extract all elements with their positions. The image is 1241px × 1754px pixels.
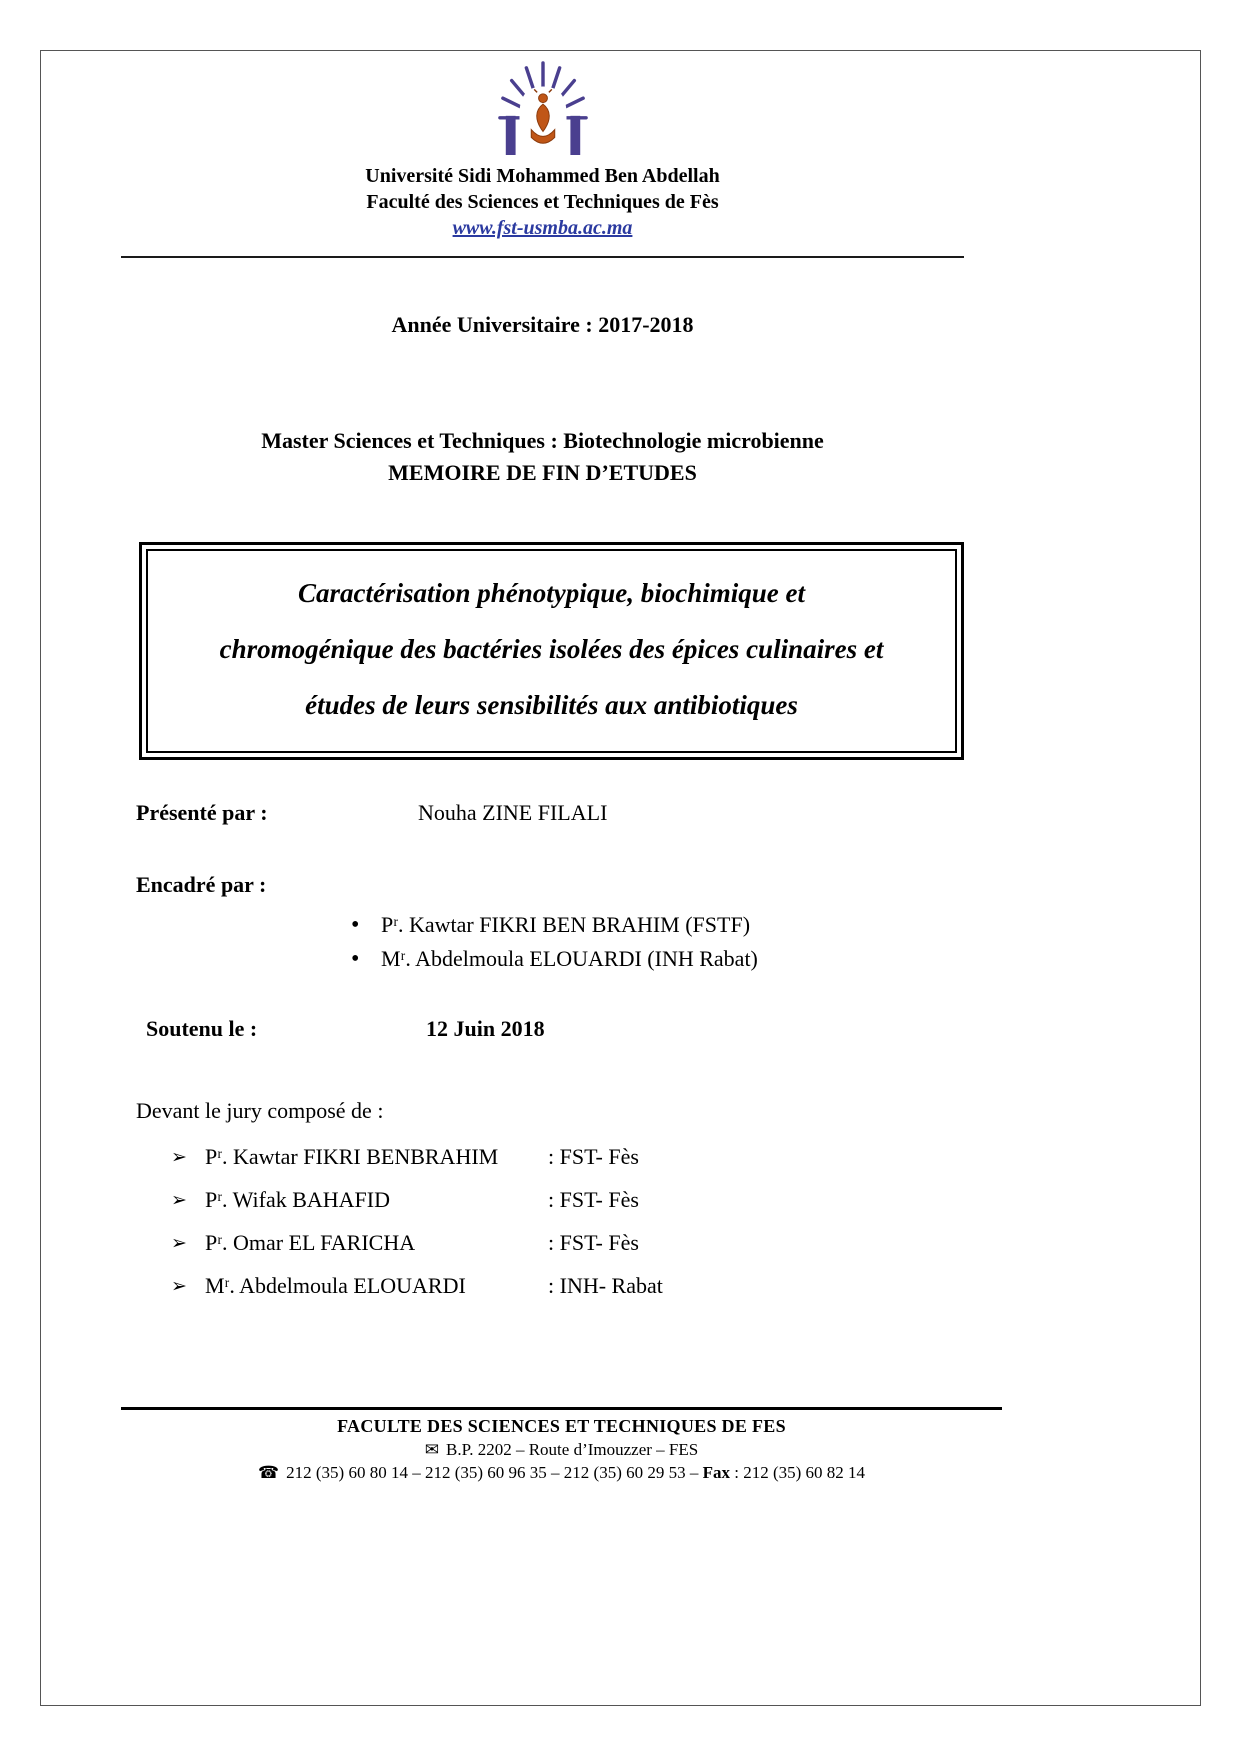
arrow-bullet-icon: ➢ bbox=[171, 1232, 187, 1254]
jury-row bbox=[171, 1273, 964, 1299]
thesis-title-line-2: chromogénique des bactéries isolées des épices culinaires et bbox=[219, 634, 884, 664]
university-name: Université Sidi Mohammed Ben Abdellah bbox=[365, 165, 720, 187]
thesis-title-line-3: études de leurs sensibilités aux antibiotiques bbox=[305, 690, 798, 720]
supervisors-list bbox=[121, 908, 964, 976]
thesis-title-inner-box bbox=[146, 549, 957, 753]
arrow-bullet-icon: ➢ bbox=[171, 1146, 187, 1168]
footer-address-text: B.P. 2202 – Route d’Imouzzer – FES bbox=[446, 1440, 699, 1459]
footer-fax-number: : 212 (35) 60 82 14 bbox=[730, 1463, 866, 1482]
page-footer bbox=[121, 1407, 1002, 1483]
footer-address bbox=[121, 1440, 1002, 1460]
defense-date-row bbox=[121, 1016, 964, 1042]
document-type: MEMOIRE DE FIN D’ETUDES bbox=[388, 460, 697, 485]
jury-list bbox=[121, 1144, 964, 1299]
page-border bbox=[40, 50, 1201, 1706]
jury-intro: Devant le jury composé de : bbox=[136, 1098, 384, 1123]
website-row bbox=[121, 215, 964, 242]
footer-phone-numbers: 212 (35) 60 80 14 – 212 (35) 60 96 35 – 212 (35) 60 29 53 – bbox=[286, 1463, 703, 1482]
supervisor-name: Mʳ. Abdelmoula ELOUARDI (INH Rabat) bbox=[381, 946, 758, 971]
content-column bbox=[41, 51, 1200, 1299]
supervisor-name: Pʳ. Kawtar FIKRI BEN BRAHIM (FSTF) bbox=[381, 912, 751, 937]
jury-member-affiliation: : FST- Fès bbox=[548, 1144, 639, 1169]
jury-member-affiliation: : FST- Fès bbox=[548, 1187, 639, 1212]
arrow-bullet-icon: ➢ bbox=[171, 1189, 187, 1211]
presented-by-label: Présenté par : bbox=[136, 800, 268, 825]
university-logo-icon bbox=[496, 59, 590, 157]
faculty-name: Faculté des Sciences et Techniques de Fès bbox=[366, 191, 719, 213]
supervisor-item bbox=[351, 908, 964, 942]
jury-member-name: Pʳ. Omar EL FARICHA bbox=[205, 1230, 416, 1255]
envelope-icon: ✉ bbox=[424, 1440, 440, 1460]
jury-row bbox=[171, 1187, 964, 1213]
supervised-by-label: Encadré par : bbox=[136, 872, 267, 897]
footer-fax-label: Fax bbox=[702, 1463, 730, 1482]
header-divider bbox=[121, 256, 964, 258]
jury-member-name: Pʳ. Kawtar FIKRI BENBRAHIM bbox=[205, 1144, 499, 1169]
footer-divider bbox=[121, 1407, 1002, 1410]
defense-date: 12 Juin 2018 bbox=[426, 1016, 545, 1041]
document-header bbox=[121, 55, 964, 242]
jury-row bbox=[171, 1144, 964, 1170]
supervisor-item bbox=[351, 942, 964, 976]
jury-member-name: Mʳ. Abdelmoula ELOUARDI bbox=[205, 1273, 466, 1298]
thesis-title-line-1: Caractérisation phénotypique, biochimique et bbox=[297, 578, 805, 608]
footer-faculty-name: FACULTE DES SCIENCES ET TECHNIQUES DE FES bbox=[337, 1416, 786, 1436]
jury-member-affiliation: : FST- Fès bbox=[548, 1230, 639, 1255]
academic-year: Année Universitaire : 2017-2018 bbox=[391, 312, 694, 337]
arrow-bullet-icon: ➢ bbox=[171, 1275, 187, 1297]
phone-icon: ☎ bbox=[257, 1463, 280, 1483]
defense-label: Soutenu le : bbox=[146, 1016, 258, 1041]
presented-by-row bbox=[121, 800, 964, 826]
jury-member-affiliation: : INH- Rabat bbox=[548, 1273, 663, 1298]
presented-by-name: Nouha ZINE FILALI bbox=[418, 800, 608, 825]
jury-member-name: Pʳ. Wifak BAHAFID bbox=[205, 1187, 390, 1212]
bullet-icon: • bbox=[351, 946, 360, 972]
jury-row bbox=[171, 1230, 964, 1256]
bullet-icon: • bbox=[351, 912, 360, 938]
footer-phones bbox=[121, 1463, 1002, 1483]
website-link[interactable]: www.fst-usmba.ac.ma bbox=[452, 217, 633, 239]
thesis-title-box bbox=[139, 542, 964, 760]
program-title: Master Sciences et Techniques : Biotechnologie microbienne bbox=[261, 428, 824, 453]
